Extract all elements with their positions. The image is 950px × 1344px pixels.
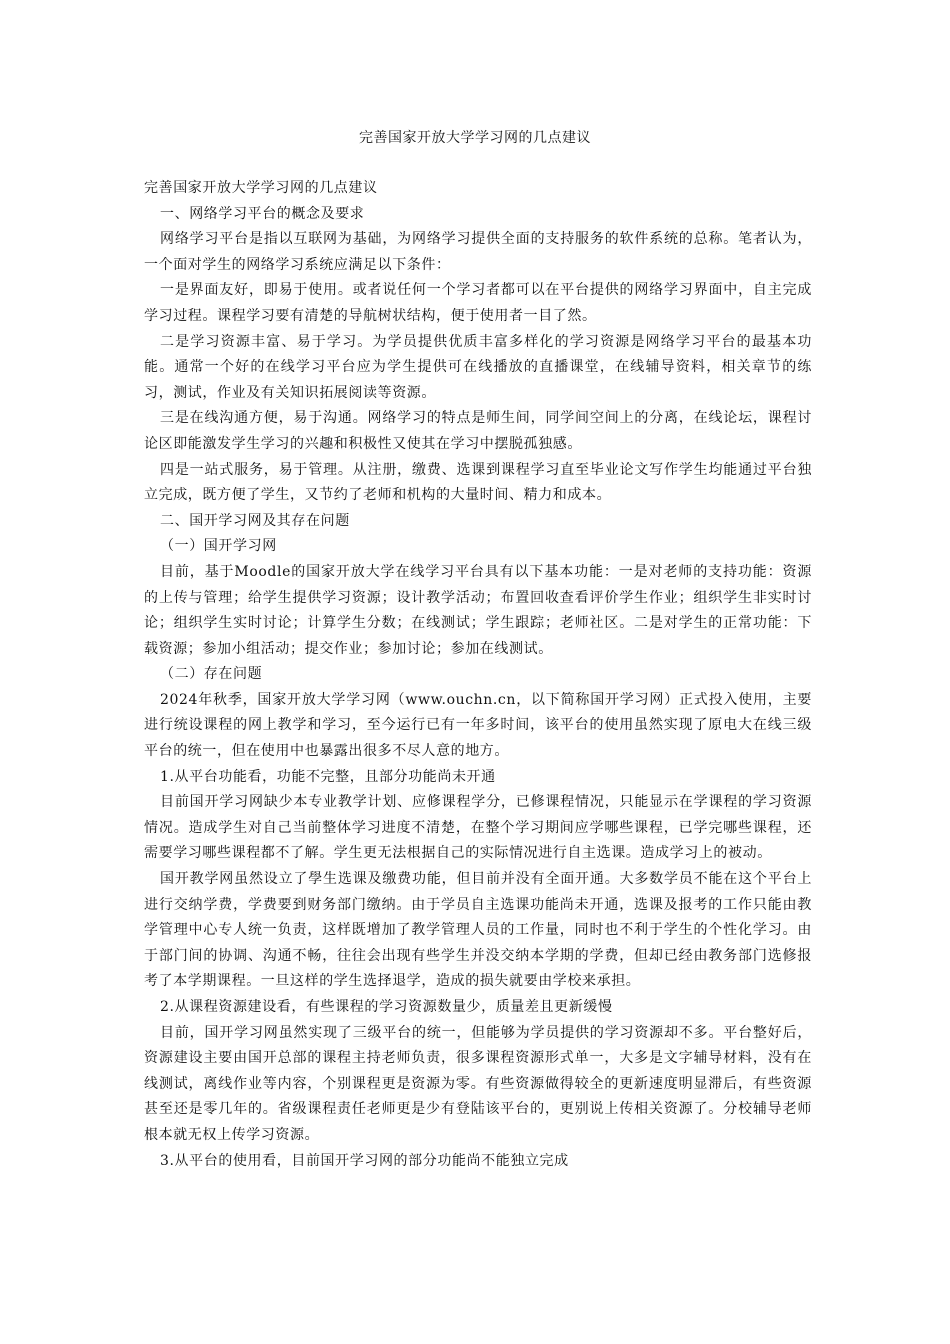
numbered-heading: 2.从课程资源建设看，有些课程的学习资源数量少，质量差且更新缓慢 xyxy=(160,999,613,1015)
paragraph: 四是一站式服务，易于管理。从注册，缴费、选课到课程学习直至毕业论文写作学生均能通过平台独立完成，既方便了学生，又节约了老师和机构的大量时间、精力和成本。 xyxy=(144,461,812,504)
paragraph: 目前，国开学习网虽然实现了三级平台的统一，但能够为学员提供的学习资源却不多。平台整好后，资源建设主要由国开总部的课程主持老师负责，很多课程资源形式单一，大多是文字辅导材料，没有在线测试，离线作业等内容，个别课程更是资源为零。有些资源做得较全的更新速度明显滞后，有些资源甚至还是零几年的。省级课程责任老师更是少有登陆该平台的，更别说上传相关资源了。分校辅导老师根本就无权上传学习资源。 xyxy=(144,1024,812,1143)
numbered-heading: 1.从平台功能看，功能不完整，且部分功能尚未开通 xyxy=(160,768,496,785)
subsection-heading: （二）存在问题 xyxy=(160,666,263,683)
paragraph: 二是学习资源丰富、易于学习。为学员提供优质丰富多样化的学习资源是网络学习平台的最基本功能。通常一个好的在线学习平台应为学生提供可在线播放的直播课堂，在线辅导资料，相关章节的练习，测试，作业及有关知识拓展阅读等资源。 xyxy=(144,333,812,401)
subsection-heading: （一）国开学习网 xyxy=(160,538,277,555)
page-title: 完善国家开放大学学习网的几点建议 xyxy=(359,130,591,146)
paragraph: 三是在线沟通方便，易于沟通。网络学习的特点是师生间，同学间空间上的分离，在线论坛，课程讨论区即能激发学生学习的兴趣和积极性又使其在学习中摆脱孤独感。 xyxy=(144,410,812,452)
section-heading-2: 二、国开学习网及其存在问题 xyxy=(160,512,350,529)
paragraph: 一是界面友好，即易于使用。或者说任何一个学习者都可以在平台提供的网络学习界面中，自主完成学习过程。课程学习要有清楚的导航树状结构，便于使用者一目了然。 xyxy=(144,282,812,324)
paragraph: 网络学习平台是指以互联网为基础，为网络学习提供全面的支持服务的软件系统的总称。笔者认为，一个面对学生的网络学习系统应满足以下条件： xyxy=(144,231,812,273)
paragraph: 2024年秋季，国家开放大学学习网（www.ouchn.cn，以下简称国开学习网）正式投入使用，主要进行统设课程的网上教学和学习，至今运行已有一年多时间，该平台的使用虽然实现了原电大在线三级平台的统一，但在使用中也暴露出很多不尽人意的地方。 xyxy=(144,691,812,760)
paragraph: 目前国开学习网缺少本专业教学计划、应修课程学分，已修课程情况，只能显示在学课程的学习资源情况。造成学生对自己当前整体学习进度不清楚，在整个学习期间应学哪些课程，已学完哪些课程，还需要学习哪些课程都不了解。学生更无法根据自己的实际情况进行自主选课。造成学习上的被动。 xyxy=(144,794,812,862)
paragraph: 国开教学网虽然设立了學生选课及缴费功能，但目前并没有全面开通。大多数学员不能在这个平台上进行交纳学费，学费要到财务部门缴纳。由于学员自主选课功能尚未开通，选课及报考的工作只能由教学管理中心专人统一负责，这样既增加了教学管理人员的工作量，同时也不利于学生的个性化学习。由于部门间的协调、沟通不畅，往往会出现有些学生并没交纳本学期的学费，但却已经由教务部门选修报考了本学期课程。一旦这样的学生选择退学，造成的损失就要由学校来承担。 xyxy=(144,871,812,990)
document-body xyxy=(144,176,812,1174)
section-heading-1: 一、网络学习平台的概念及要求 xyxy=(160,205,365,222)
body-heading-repeat-title: 完善国家开放大学学习网的几点建议 xyxy=(144,180,378,196)
paragraph: 目前，基于Moodle的国家开放大学在线学习平台具有以下基本功能：一是对老师的支持功能：资源的上传与管理；给学生提供学习资源；设计教学活动；布置回收查看评价学生作业；组织学生非实时讨论；组织学生实时讨论；计算学生分数；在线测试；学生跟踪；老师社区。二是对学生的正常功能：下载资源；参加小组活动；提交作业；参加讨论；参加在线测试。 xyxy=(144,563,812,657)
numbered-heading: 3.从平台的使用看，目前国开学习网的部分功能尚不能独立完成 xyxy=(160,1152,569,1169)
